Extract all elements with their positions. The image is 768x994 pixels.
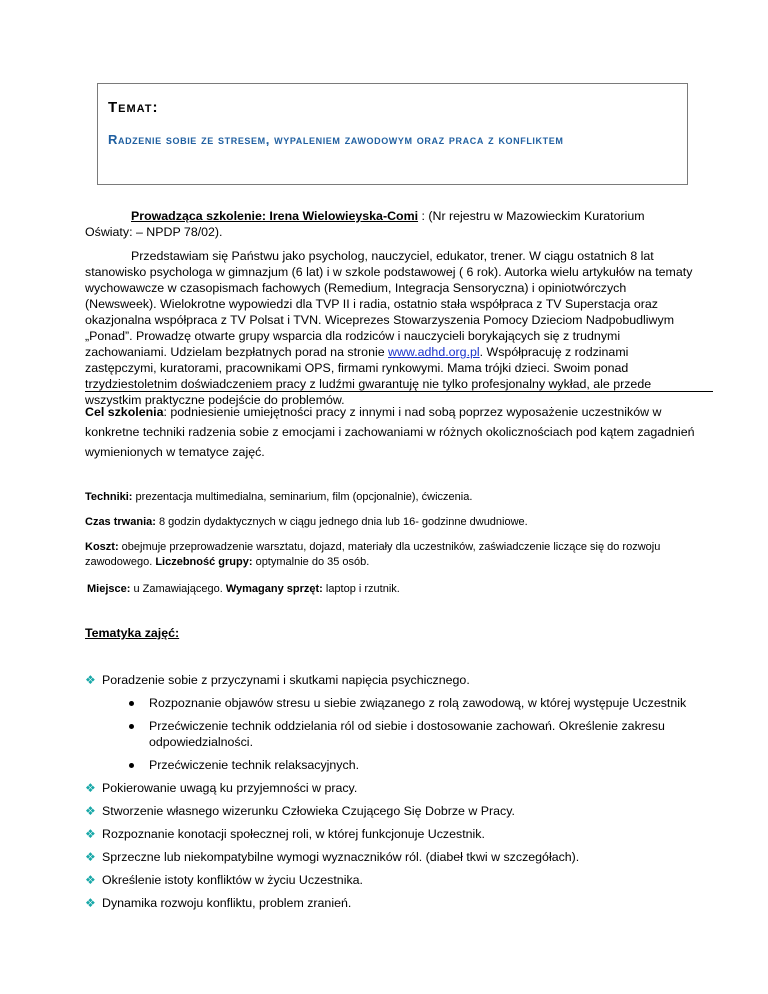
- group-size-label: Liczebność grupy:: [155, 556, 253, 568]
- adhd-link[interactable]: www.adhd.org.pl: [388, 345, 480, 359]
- diamond-bullet-icon: ❖: [85, 827, 96, 841]
- subtopic-item: Przećwiczenie technik oddzielania ról od siebie i dostosowanie zachowań. Określenie zakresu odpowiedzialności.: [129, 718, 729, 750]
- duration-text: 8 godzin dydaktycznych w ciągu jednego dnia lub 16- godzinne dwudniowe.: [155, 516, 528, 528]
- diamond-bullet-icon: ❖: [85, 850, 96, 864]
- bio-text: Przedstawiam się Państwu jako psycholog, nauczyciel, edukator, trener. W ciągu ostatnich 8 lat stanowisko psychologa w gimnazjum (6 lat) i w szkole podstawowej ( 6 rok). Autorka wielu artykułów na tematy wychowawcze w czasopismach fachowych (Remedium, Integracja Sensoryczna) i opiniotwórczych (Newsweek). Wielokrotne wypowiedzi dla TVP II i radia, ostatnio stała współpraca z TV Superstacja oraz okazjonalna współpraca z TV Polsat i TVN. Wiceprezes Stowarzyszenia Pomocy Dzieciom Nadpobudliwym „Ponad”. Prowadzę otwarte grupy wsparcia dla rodziców i nauczycieli borykających się z trudnymi zachowaniami. Udzielam bezpłatnych porad na stronie: [85, 249, 693, 359]
- topic-item: ❖ Sprzeczne lub niekompatybilne wymogi wyznaczników ról. (diabeł tkwi w szczegółach).: [85, 850, 580, 864]
- place-line: [87, 582, 697, 597]
- diamond-bullet-icon: ❖: [85, 896, 96, 910]
- goal-paragraph: [85, 402, 705, 462]
- topic-item: ❖ Stworzenie własnego wizerunku Człowieka Czującego Się Dobrze w Pracy.: [85, 804, 515, 818]
- techniques-text: prezentacja multimedialna, seminarium, film (opcjonalnie), ćwiczenia.: [132, 491, 473, 503]
- goal-label: Cel szkolenia: [85, 405, 164, 419]
- trainer-line: [85, 208, 695, 240]
- cost-label: Koszt:: [85, 541, 119, 553]
- topic-item: ❖ Poradzenie sobie z przyczynami i skutkami napięcia psychicznego.: [85, 673, 470, 687]
- diamond-bullet-icon: ❖: [85, 804, 96, 818]
- diamond-bullet-icon: ❖: [85, 673, 96, 687]
- subtopic-item: Rozpoznanie objawów stresu u siebie związanego z rolą zawodową, w której występuje Uczestnik: [129, 695, 729, 711]
- topic-item: ❖ Rozpoznanie konotacji społecznej roli, w której funkcjonuje Uczestnik.: [85, 827, 485, 841]
- diamond-bullet-icon: ❖: [85, 781, 96, 795]
- techniques-label: Techniki:: [85, 491, 133, 503]
- duration-line: [85, 515, 695, 530]
- equipment-label: Wymagany sprzęt:: [225, 583, 323, 595]
- cost-line: [85, 540, 710, 570]
- subtopic-item: Przećwiczenie technik relaksacyjnych.: [129, 757, 729, 773]
- bullet-dot-icon: [129, 701, 134, 706]
- bio-text-end: . Współpracuję z rodzinami zastępczymi, kuratorami, pracownikami OPS, firmami rynkowymi. Mama trójki dzieci. Swoim ponad trzydziestoletnim doświadczeniem pracy z ludźmi gwarantuję nie tylko profesjonalny wykład, ale przede wszystkim praktyczne podejście do problemów.: [85, 345, 652, 407]
- cost-text: obejmuje przeprowadzenie warsztatu, dojazd, materiały dla uczestników, zaświadczenie liczące się do rozwoju zawodowego.: [85, 541, 661, 568]
- topics-title: Tematyka zajęć:: [85, 626, 180, 640]
- topic-label: Temat:: [108, 99, 159, 116]
- topic-item: ❖ Określenie istoty konfliktów w życiu Uczestnika.: [85, 873, 363, 887]
- bio-paragraph: [85, 248, 695, 408]
- trainer-registry: : (Nr rejestru w Mazowieckim Kuratorium Oświaty: – NPDP 78/02).: [85, 209, 645, 239]
- place-label: Miejsce:: [87, 583, 131, 595]
- bullet-dot-icon: [129, 763, 134, 768]
- bullet-dot-icon: [129, 724, 134, 729]
- divider: [85, 391, 713, 392]
- topic-item: ❖ Pokierowanie uwagą ku przyjemności w pracy.: [85, 781, 358, 795]
- equipment-text: laptop i rzutnik.: [322, 583, 400, 595]
- diamond-bullet-icon: ❖: [85, 873, 96, 887]
- group-size-text: optymalnie do 35 osób.: [252, 556, 370, 568]
- duration-label: Czas trwania:: [85, 516, 156, 528]
- goal-text: : podniesienie umiejętności pracy z innymi i nad sobą poprzez wyposażenie uczestników w konkretne techniki radzenia sobie z emocjami i zachowaniami w różnych okolicznościach pod kątem zagadnień wymienionych w tematyce zajęć.: [85, 405, 695, 459]
- trainer-label: Prowadząca szkolenie: Irena Wielowieyska-Comi: [131, 209, 419, 223]
- place-text: u Zamawiającego.: [130, 583, 226, 595]
- techniques-line: [85, 490, 695, 505]
- topic-title: Radzenie sobie ze stresem, wypaleniem zawodowym oraz praca z konfliktem: [108, 132, 564, 147]
- topic-item: ❖ Dynamika rozwoju konfliktu, problem zranień.: [85, 896, 352, 910]
- topic-box: [97, 83, 688, 185]
